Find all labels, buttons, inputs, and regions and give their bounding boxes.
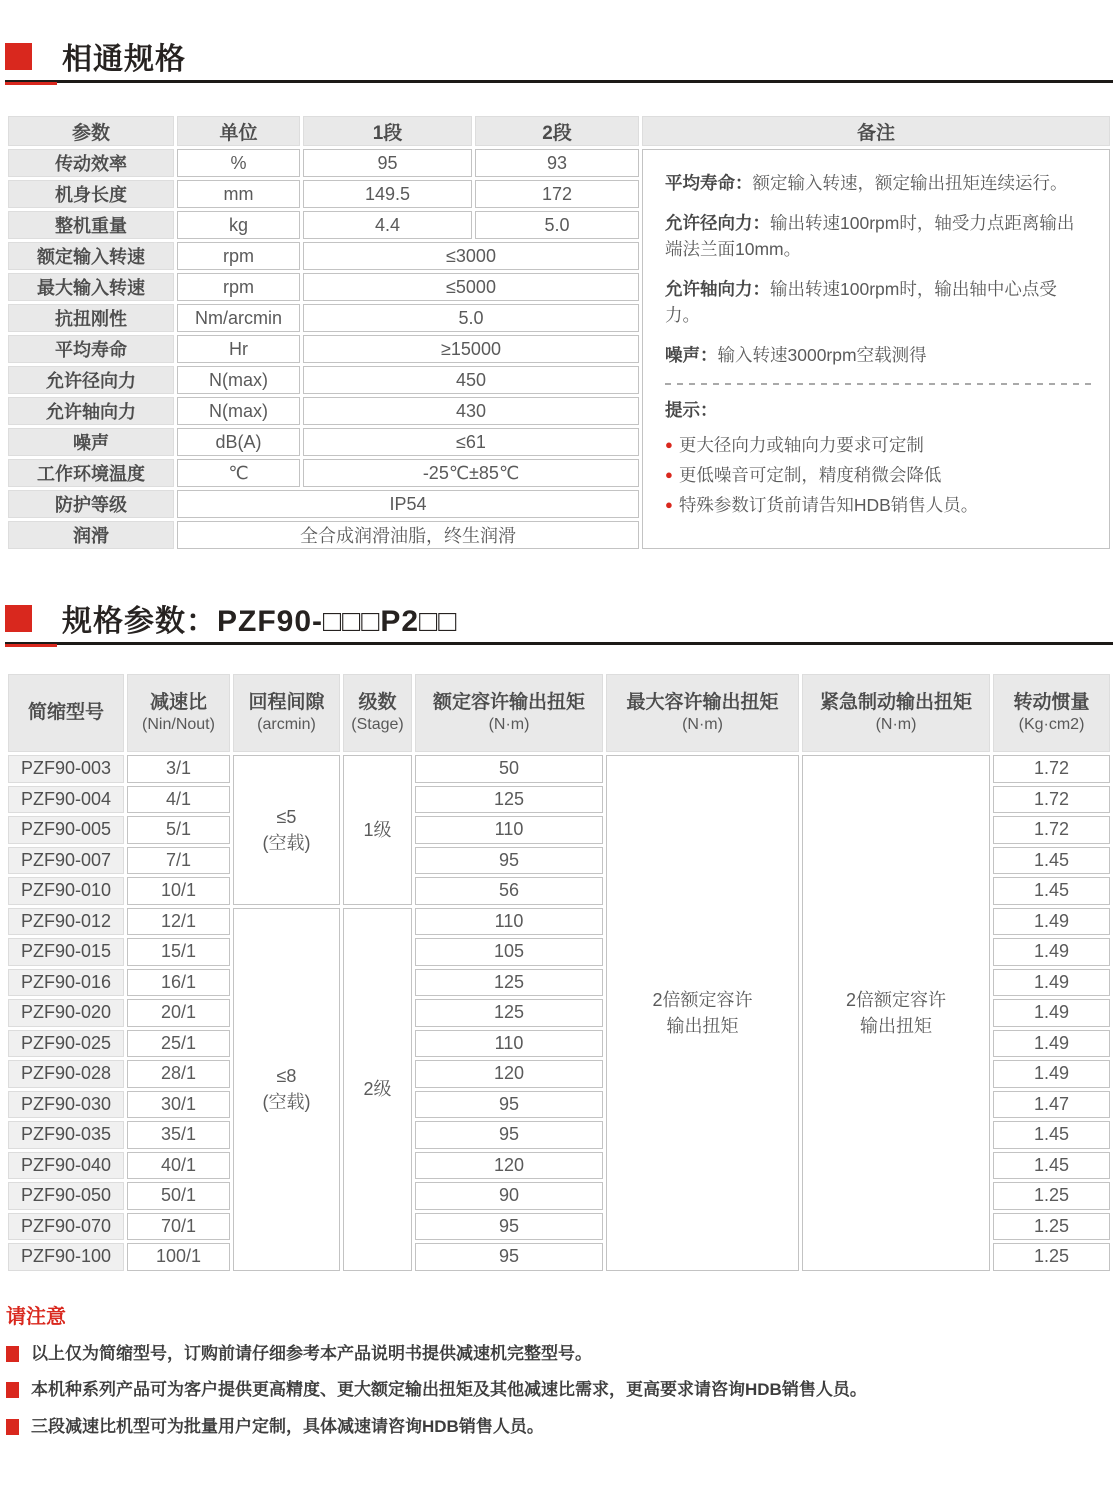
- rated-torque-cell: 95: [415, 1121, 603, 1149]
- value-seg1-cell: 149.5: [303, 180, 472, 208]
- note-label: 平均寿命：: [665, 173, 753, 193]
- note-item: 平均寿命：额定输入转速，额定输出扭矩连续运行。: [665, 173, 1068, 193]
- spec-header-cell: [802, 674, 990, 752]
- inertia-cell: 1.45: [993, 847, 1110, 875]
- footer-note-text: 本机种系列产品可为客户提供更高精度、更大额定输出扭矩及其他减速比需求，更高要求请咨询HDB销售人员。: [31, 1380, 867, 1400]
- param-cell: 平均寿命: [8, 335, 174, 363]
- rated-torque-cell: 120: [415, 1060, 603, 1088]
- common-specs-table: [5, 113, 1113, 552]
- header-notes: 备注: [642, 116, 1110, 146]
- model-cell: PZF90-050: [8, 1182, 124, 1210]
- param-cell: 允许径向力: [8, 366, 174, 394]
- rated-torque-cell: 95: [415, 1243, 603, 1271]
- ratio-cell: 15/1: [127, 938, 230, 966]
- ratio-cell: 40/1: [127, 1152, 230, 1180]
- spec-header-cell: [8, 674, 124, 752]
- param-cell: 传动效率: [8, 149, 174, 177]
- header-line1: 减速比: [149, 691, 207, 713]
- value-merged-cell: ≥15000: [303, 335, 639, 363]
- inertia-cell: 1.49: [993, 938, 1110, 966]
- value-merged-cell: 5.0: [303, 304, 639, 332]
- red-square-bullet-icon: [5, 43, 32, 70]
- unit-cell: rpm: [177, 273, 300, 301]
- model-cell: PZF90-025: [8, 1030, 124, 1058]
- param-cell: 允许轴向力: [8, 397, 174, 425]
- spec-header-cell: [127, 674, 230, 752]
- notes-dashed-divider: [665, 383, 1091, 385]
- footer-title: 请注意: [6, 1305, 66, 1328]
- value-merged-cell: ≤3000: [303, 242, 639, 270]
- backlash-cell: ≤8 (空载): [233, 908, 340, 1271]
- tip-item: ● 更大径向力或轴向力要求可定制: [665, 435, 924, 456]
- model-cell: PZF90-016: [8, 969, 124, 997]
- bullet-dot-icon: ●: [665, 437, 673, 453]
- param-cell: 防护等级: [8, 490, 174, 518]
- red-square-bullet-icon: [6, 1346, 19, 1362]
- common-table-row: [8, 149, 1110, 177]
- unit-cell: %: [177, 149, 300, 177]
- unit-cell: Hr: [177, 335, 300, 363]
- red-square-bullet-icon: [5, 605, 32, 632]
- header-line1: 转动惯量: [1013, 691, 1090, 713]
- inertia-cell: 1.49: [993, 908, 1110, 936]
- note-item: 噪声：输入转速3000rpm空载测得: [665, 344, 927, 365]
- header-line1: 紧急制动输出扭矩: [819, 691, 972, 713]
- stage-cell: 2级: [343, 908, 412, 1271]
- bullet-dot-icon: ●: [665, 466, 673, 482]
- note-label: 允许轴向力：: [665, 278, 770, 299]
- note-item: 允许径向力：输出转速100rpm时，轴受力点距离输出端法兰面10mm。: [665, 212, 1075, 260]
- ratio-cell: 7/1: [127, 847, 230, 875]
- header-line2: (N·m): [488, 716, 530, 734]
- spec-header-cell: [606, 674, 799, 752]
- ratio-cell: 12/1: [127, 908, 230, 936]
- footer-note-item: [6, 1379, 1113, 1402]
- unit-cell: ℃: [177, 459, 300, 487]
- param-cell: 工作环境温度: [8, 459, 174, 487]
- inertia-cell: 1.49: [993, 969, 1110, 997]
- note-label: 噪声：: [665, 344, 718, 365]
- rated-torque-cell: 50: [415, 755, 603, 783]
- rated-torque-cell: 110: [415, 908, 603, 936]
- value-seg2-cell: 5.0: [475, 211, 639, 239]
- header-line1: 级数: [358, 691, 397, 713]
- model-cell: PZF90-012: [8, 908, 124, 936]
- ratio-cell: 16/1: [127, 969, 230, 997]
- footer-note-text: 以上仅为简缩型号，订购前请仔细参考本产品说明书提供减速机完整型号。: [31, 1343, 592, 1363]
- param-cell: 额定输入转速: [8, 242, 174, 270]
- value-merged-cell: -25℃±85℃: [303, 459, 639, 487]
- param-cell: 抗扭刚性: [8, 304, 174, 332]
- unit-cell: N(max): [177, 397, 300, 425]
- inertia-cell: 1.72: [993, 786, 1110, 814]
- value-merged-cell: 450: [303, 366, 639, 394]
- stage-cell: 1级: [343, 755, 412, 905]
- inertia-cell: 1.72: [993, 816, 1110, 844]
- value-merged-cell: ≤61: [303, 428, 639, 456]
- unit-cell: Nm/arcmin: [177, 304, 300, 332]
- value-full-cell: 全合成润滑油脂，终生润滑: [177, 521, 639, 549]
- unit-cell: rpm: [177, 242, 300, 270]
- inertia-cell: 1.72: [993, 755, 1110, 783]
- header-line2: (Stage): [351, 716, 404, 734]
- model-cell: PZF90-030: [8, 1091, 124, 1119]
- header-line2: (Nin/Nout): [142, 716, 215, 734]
- inertia-cell: 1.49: [993, 1060, 1110, 1088]
- max-torque-merged-cell: 2倍额定容许 输出扭矩: [606, 755, 799, 1271]
- value-seg1-cell: 95: [303, 149, 472, 177]
- rated-torque-cell: 56: [415, 877, 603, 905]
- rated-torque-cell: 90: [415, 1182, 603, 1210]
- model-cell: PZF90-007: [8, 847, 124, 875]
- section-title-spec: [5, 596, 1113, 640]
- value-seg2-cell: 172: [475, 180, 639, 208]
- value-full-cell: IP54: [177, 490, 639, 518]
- value-merged-cell: ≤5000: [303, 273, 639, 301]
- model-cell: PZF90-035: [8, 1121, 124, 1149]
- bullet-dot-icon: ●: [665, 496, 673, 512]
- ratio-cell: 4/1: [127, 786, 230, 814]
- rated-torque-cell: 95: [415, 847, 603, 875]
- inertia-cell: 1.45: [993, 1152, 1110, 1180]
- spec-header-row: [8, 674, 1110, 752]
- ratio-cell: 70/1: [127, 1213, 230, 1241]
- param-cell: 润滑: [8, 521, 174, 549]
- footer-notes: [5, 1300, 1113, 1440]
- ratio-cell: 50/1: [127, 1182, 230, 1210]
- spec-table-row: [8, 755, 1110, 783]
- footer-note-item: [6, 1416, 1113, 1439]
- section-title-text: 相通规格: [62, 43, 186, 76]
- footer-note-text: 三段减速比机型可为批量用户定制，具体减速请咨询HDB销售人员。: [31, 1417, 544, 1437]
- model-cell: PZF90-005: [8, 816, 124, 844]
- model-cell: PZF90-100: [8, 1243, 124, 1271]
- header-unit: 单位: [177, 116, 300, 146]
- spec-table-body: [8, 755, 1110, 1271]
- common-header-row: [8, 116, 1110, 146]
- section-spec-params: [5, 596, 1113, 1274]
- param-cell: 机身长度: [8, 180, 174, 208]
- rated-torque-cell: 95: [415, 1091, 603, 1119]
- model-cell: PZF90-028: [8, 1060, 124, 1088]
- tips-label: 提示：: [665, 399, 718, 420]
- header-seg1: 1段: [303, 116, 472, 146]
- notes-cell: [642, 149, 1110, 549]
- param-cell: 整机重量: [8, 211, 174, 239]
- ratio-cell: 5/1: [127, 816, 230, 844]
- rated-torque-cell: 105: [415, 938, 603, 966]
- inertia-cell: 1.25: [993, 1243, 1110, 1271]
- ratio-cell: 10/1: [127, 877, 230, 905]
- value-seg2-cell: 93: [475, 149, 639, 177]
- model-cell: PZF90-020: [8, 999, 124, 1027]
- common-table-body: [8, 149, 1110, 549]
- spec-params-table: [5, 671, 1113, 1274]
- inertia-cell: 1.47: [993, 1091, 1110, 1119]
- header-line2: (arcmin): [257, 716, 316, 734]
- header-line1: 回程间隙: [248, 691, 325, 713]
- header-line1: 简缩型号: [27, 702, 104, 724]
- model-cell: PZF90-003: [8, 755, 124, 783]
- spec-header-cell: [993, 674, 1110, 752]
- spec-header-cell: [415, 674, 603, 752]
- rated-torque-cell: 110: [415, 816, 603, 844]
- note-item: 允许轴向力：输出转速100rpm时，输出轴中心点受力。: [665, 278, 1057, 326]
- header-line2: (Kg·cm2): [1018, 716, 1085, 734]
- header-param: 参数: [8, 116, 174, 146]
- header-line2: (N·m): [682, 716, 723, 734]
- rated-torque-cell: 110: [415, 1030, 603, 1058]
- title-underline: [5, 80, 1113, 83]
- ratio-cell: 3/1: [127, 755, 230, 783]
- inertia-cell: 1.25: [993, 1182, 1110, 1210]
- ratio-cell: 30/1: [127, 1091, 230, 1119]
- header-line2: (N·m): [875, 716, 917, 734]
- note-label: 允许径向力：: [665, 212, 770, 233]
- header-line1: 最大容许输出扭矩: [626, 691, 779, 713]
- rated-torque-cell: 125: [415, 999, 603, 1027]
- section-title-common: [5, 34, 1113, 78]
- footer-items: [6, 1343, 1113, 1440]
- rated-torque-cell: 125: [415, 969, 603, 997]
- brake-torque-merged-cell: 2倍额定容许 输出扭矩: [802, 755, 990, 1271]
- tip-item: ● 特殊参数订货前请告知HDB销售人员。: [665, 494, 979, 515]
- header-line1: 额定容许输出扭矩: [432, 691, 585, 713]
- inertia-cell: 1.49: [993, 1030, 1110, 1058]
- model-cell: PZF90-010: [8, 877, 124, 905]
- red-square-bullet-icon: [6, 1382, 19, 1398]
- inertia-cell: 1.45: [993, 1121, 1110, 1149]
- section-common-specs: [5, 34, 1113, 552]
- tip-item: ● 更低噪音可定制，精度稍微会降低: [665, 464, 942, 485]
- section-title-text: 规格参数：PZF90-□□□P2□□: [62, 605, 458, 638]
- ratio-cell: 100/1: [127, 1243, 230, 1271]
- inertia-cell: 1.25: [993, 1213, 1110, 1241]
- inertia-cell: 1.49: [993, 999, 1110, 1027]
- model-cell: PZF90-004: [8, 786, 124, 814]
- header-seg2: 2段: [475, 116, 639, 146]
- unit-cell: kg: [177, 211, 300, 239]
- model-cell: PZF90-070: [8, 1213, 124, 1241]
- model-cell: PZF90-015: [8, 938, 124, 966]
- rated-torque-cell: 120: [415, 1152, 603, 1180]
- param-cell: 最大输入转速: [8, 273, 174, 301]
- ratio-cell: 25/1: [127, 1030, 230, 1058]
- footer-note-item: [6, 1343, 1113, 1366]
- value-seg1-cell: 4.4: [303, 211, 472, 239]
- rated-torque-cell: 95: [415, 1213, 603, 1241]
- rated-torque-cell: 125: [415, 786, 603, 814]
- ratio-cell: 35/1: [127, 1121, 230, 1149]
- ratio-cell: 28/1: [127, 1060, 230, 1088]
- title-underline: [5, 642, 1113, 645]
- model-cell: PZF90-040: [8, 1152, 124, 1180]
- unit-cell: dB(A): [177, 428, 300, 456]
- red-square-bullet-icon: [6, 1419, 19, 1435]
- unit-cell: N(max): [177, 366, 300, 394]
- spec-header-cell: [233, 674, 340, 752]
- backlash-cell: ≤5 (空载): [233, 755, 340, 905]
- value-merged-cell: 430: [303, 397, 639, 425]
- inertia-cell: 1.45: [993, 877, 1110, 905]
- spec-header-cell: [343, 674, 412, 752]
- unit-cell: mm: [177, 180, 300, 208]
- ratio-cell: 20/1: [127, 999, 230, 1027]
- param-cell: 噪声: [8, 428, 174, 456]
